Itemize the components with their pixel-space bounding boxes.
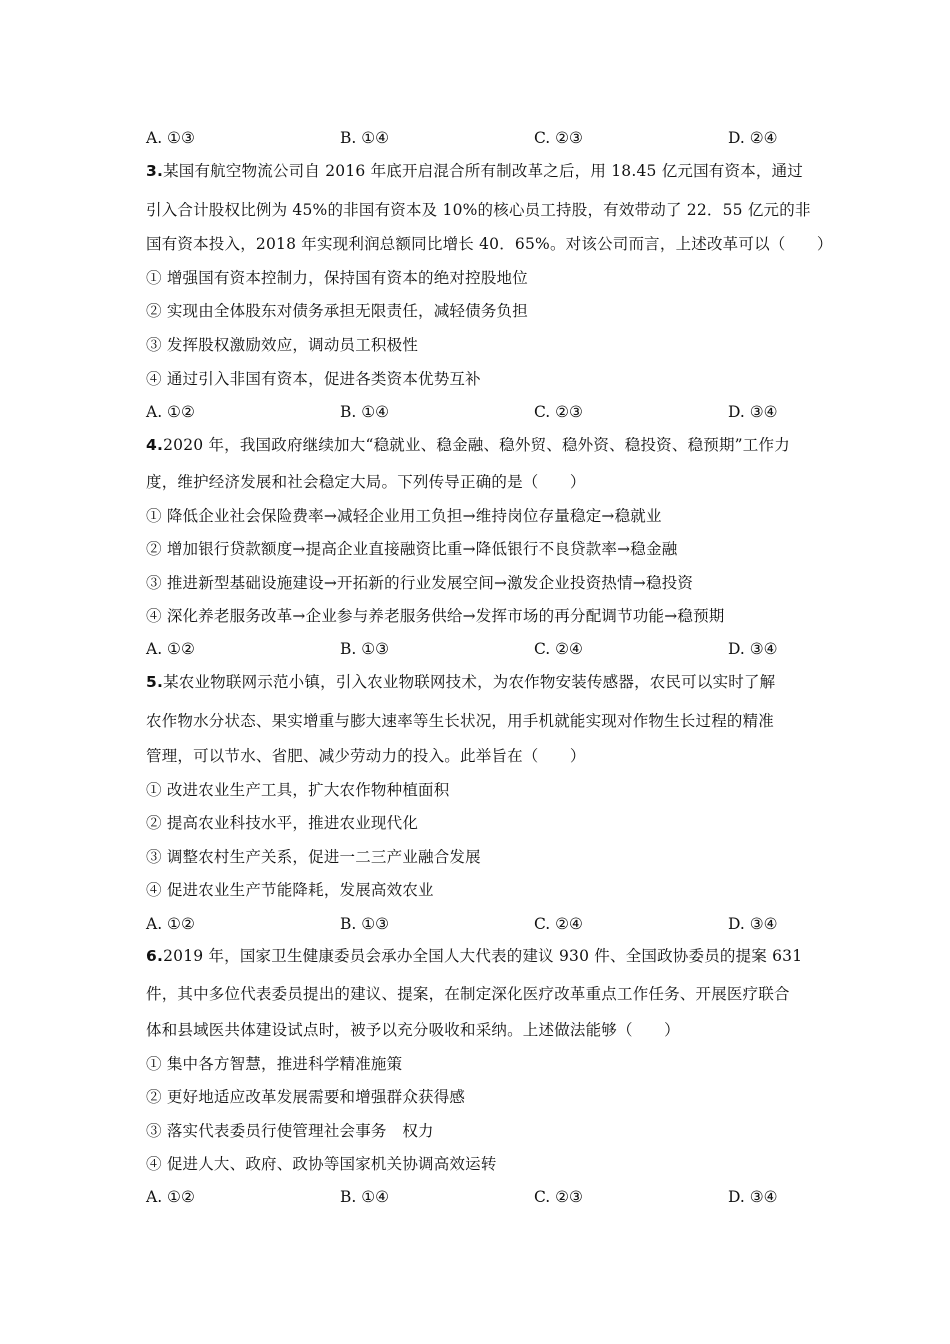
question-3-line-3: 国有资本投入，2018 年实现利润总额同比增长 40．65%。对该公司而言，上述改革可以（ ） <box>146 235 833 253</box>
question-text: 2020 年，我国政府继续加大“稳就业、稳金融、稳外贸、稳外资、稳投资、稳预期”工作力 <box>163 436 790 454</box>
option-d: D. ②④ <box>728 129 778 147</box>
option-d: D. ③④ <box>728 1188 778 1206</box>
question-4-line-2: 度，维护经济发展和社会稳定大局。下列传导正确的是（ ） <box>146 473 586 491</box>
question-6-options <box>146 1187 816 1207</box>
question-5-statement-1: ① 改进农业生产工具，扩大农作物种植面积 <box>146 781 450 799</box>
question-6-line-1 <box>146 946 816 966</box>
question-5-line-1 <box>146 672 816 692</box>
question-6-statement-2: ② 更好地适应改革发展需要和增强群众获得感 <box>146 1088 466 1106</box>
option-d: D. ③④ <box>728 640 778 658</box>
question-4-statement-1: ① 降低企业社会保险费率→减轻企业用工负担→维持岗位存量稳定→稳就业 <box>146 507 662 525</box>
option-c: C. ②④ <box>534 640 583 658</box>
option-b: B. ①④ <box>340 403 390 421</box>
question-number: 4. <box>146 436 164 454</box>
option-d: D. ③④ <box>728 915 778 933</box>
question-5-line-3: 管理，可以节水、省肥、减少劳动力的投入。此举旨在（ ） <box>146 747 586 765</box>
question-3-statement-3: ③ 发挥股权激励效应，调动员工积极性 <box>146 336 419 354</box>
question-6-statement-4: ④ 促进人大、政府、政协等国家机关协调高效运转 <box>146 1155 497 1173</box>
question-text: 某国有航空物流公司自 2016 年底开启混合所有制改革之后，用 18.45 亿元国有资本，通过 <box>163 162 804 180</box>
question-3-line-2: 引入合计股权比例为 45%的非国有资本及 10%的核心员工持股，有效带动了 22．55 亿元的非 <box>146 201 811 219</box>
option-b: B. ①③ <box>340 640 390 658</box>
option-b: B. ①④ <box>340 129 390 147</box>
question-4-line-1 <box>146 435 816 455</box>
top-options-row <box>146 128 816 148</box>
question-4-statement-4: ④ 深化养老服务改革→企业参与养老服务供给→发挥市场的再分配调节功能→稳预期 <box>146 607 725 625</box>
question-5-statement-3: ③ 调整农村生产关系，促进一二三产业融合发展 <box>146 848 481 866</box>
question-number: 3. <box>146 162 164 180</box>
question-4-options <box>146 639 816 659</box>
question-3-line-1 <box>146 161 816 181</box>
option-d: D. ③④ <box>728 403 778 421</box>
question-5-statement-2: ② 提高农业科技水平，推进农业现代化 <box>146 814 419 832</box>
question-3-statement-2: ② 实现由全体股东对债务承担无限责任，减轻债务负担 <box>146 302 528 320</box>
question-4-statement-3: ③ 推进新型基础设施建设→开拓新的行业发展空间→激发企业投资热情→稳投资 <box>146 574 694 592</box>
question-number: 5. <box>146 673 164 691</box>
question-6-line-2: 件，其中多位代表委员提出的建议、提案，在制定深化医疗改革重点工作任务、开展医疗联合 <box>146 985 790 1003</box>
question-5-statement-4: ④ 促进农业生产节能降耗，发展高效农业 <box>146 881 434 899</box>
option-a: A. ①② <box>146 640 195 658</box>
question-text: 某农业物联网示范小镇，引入农业物联网技术，为农作物安装传感器，农民可以实时了解 <box>163 673 776 691</box>
option-a: A. ①② <box>146 915 195 933</box>
option-b: B. ①③ <box>340 915 390 933</box>
option-a: A. ①② <box>146 1188 195 1206</box>
question-3-statement-4: ④ 通过引入非国有资本，促进各类资本优势互补 <box>146 370 481 388</box>
question-3-statement-1: ① 增强国有资本控制力，保持国有资本的绝对控股地位 <box>146 269 528 287</box>
option-a: A. ①③ <box>146 129 195 147</box>
question-4-statement-2: ② 增加银行贷款额度→提高企业直接融资比重→降低银行不良贷款率→稳金融 <box>146 540 678 558</box>
question-3-options <box>146 402 816 422</box>
option-c: C. ②③ <box>534 129 583 147</box>
question-6-line-3: 体和县域医共体建设试点时，被予以充分吸收和采纳。上述做法能够（ ） <box>146 1021 680 1039</box>
question-text: 2019 年，国家卫生健康委员会承办全国人大代表的建议 930 件、全国政协委员的提案 631 <box>163 947 803 965</box>
question-5-line-2: 农作物水分状态、果实增重与膨大速率等生长状况，用手机就能实现对作物生长过程的精准 <box>146 712 775 730</box>
option-a: A. ①② <box>146 403 195 421</box>
option-b: B. ①④ <box>340 1188 390 1206</box>
question-number: 6. <box>146 947 164 965</box>
option-c: C. ②③ <box>534 403 583 421</box>
option-c: C. ②③ <box>534 1188 583 1206</box>
option-c: C. ②④ <box>534 915 583 933</box>
question-6-statement-3: ③ 落实代表委员行使管理社会事务 权力 <box>146 1122 434 1140</box>
question-5-options <box>146 914 816 934</box>
question-6-statement-1: ① 集中各方智慧，推进科学精准施策 <box>146 1055 403 1073</box>
